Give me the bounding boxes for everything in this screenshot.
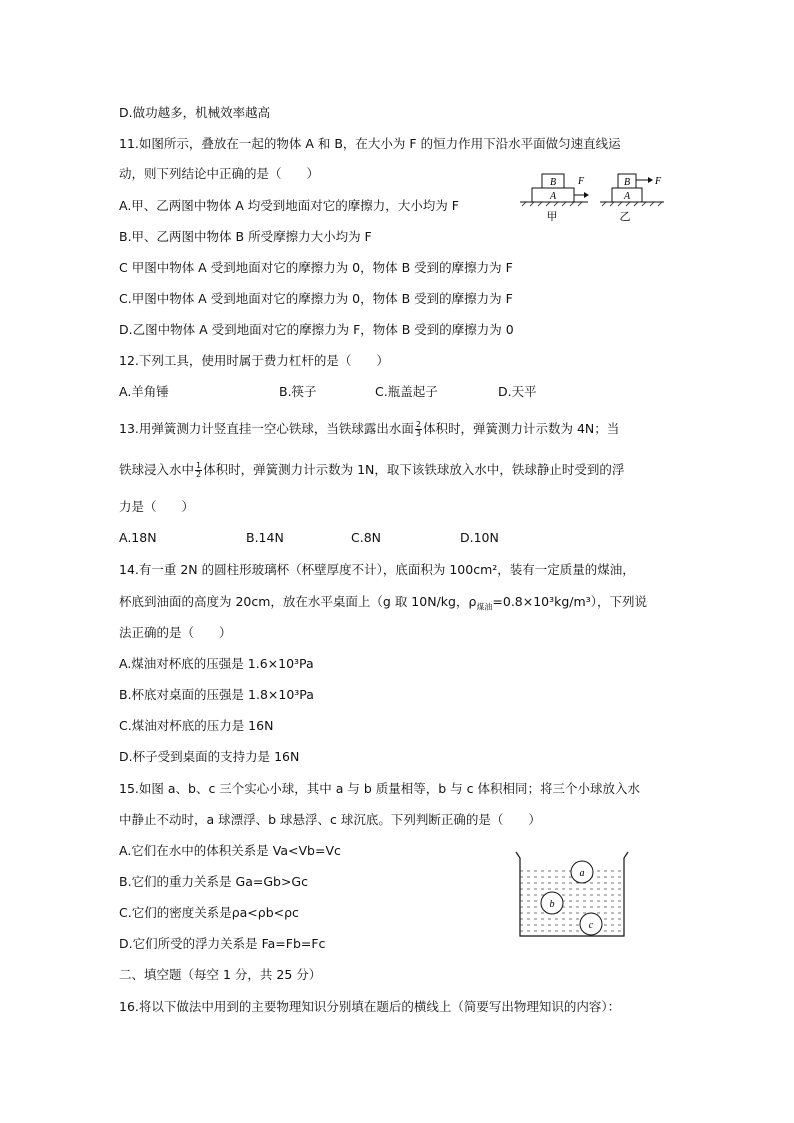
svg-text:a: a bbox=[579, 868, 585, 879]
q13-stem-3: 力是（ ） bbox=[119, 499, 195, 514]
q15-stem-2: 中静止不动时，a 球漂浮、b 球悬浮、c 球沉底。下列判断正确的是（ ） bbox=[119, 812, 541, 827]
q12-option-c: C.瓶盖起子 bbox=[375, 384, 438, 399]
q11-figure bbox=[518, 170, 678, 226]
figure-yi bbox=[600, 174, 664, 223]
q15-option-b: B.它们的重力关系是 Ga=Gb>Gc bbox=[119, 874, 308, 889]
q12-stem: 12.下列工具，使用时属于费力杠杆的是（ ） bbox=[119, 353, 389, 368]
q15-stem-1: 15.如图 a、b、c 三个实心小球，其中 a 与 b 质量相等，b 与 c 体积相同；将三个小球放入水 bbox=[119, 781, 641, 796]
svg-text:c: c bbox=[588, 920, 594, 931]
q13-stem-2 bbox=[119, 462, 624, 479]
q15-option-c: C.它们的密度关系是ρa<ρb<ρc bbox=[119, 905, 299, 920]
q14-text-2a: 杯底到油面的高度为 20cm，放在水平桌面上（g 取 10N/kg，ρ bbox=[119, 594, 477, 609]
q11-option-d: D.乙图中物体 A 受到地面对它的摩擦力为 F，物体 B 受到的摩擦力为 0 bbox=[119, 322, 514, 337]
q13-text-1a: 13.用弹簧测力计竖直挂一空心铁球，当铁球露出水面 bbox=[119, 421, 414, 436]
svg-text:B: B bbox=[623, 177, 631, 188]
q14-stem-1: 14.有一重 2N 的圆柱形玻璃杯（杯壁厚度不计），底面积为 100cm²，装有一定质量的煤油， bbox=[119, 562, 635, 577]
q13-text-2a: 铁球浸入水中 bbox=[119, 462, 195, 477]
section-2-heading: 二、填空题（每空 1 分，共 25 分） bbox=[119, 967, 322, 982]
q13-text-2b: 体积时，弹簧测力计示数为 1N，取下该铁球放入水中，铁球静止时受到的浮 bbox=[203, 462, 625, 477]
q13-option-b: B.14N bbox=[246, 530, 284, 545]
q14-stem-2 bbox=[119, 594, 647, 616]
svg-text:A: A bbox=[549, 191, 557, 202]
q11-stem-2: 动，则下列结论中正确的是（ ） bbox=[119, 166, 320, 181]
svg-text:F: F bbox=[655, 176, 662, 187]
q12-option-a: A.羊角锤 bbox=[119, 384, 169, 399]
q14-stem-3: 法正确的是（ ） bbox=[119, 625, 232, 640]
q13-stem-1 bbox=[119, 421, 619, 438]
q12-option-b: B.筷子 bbox=[279, 384, 317, 399]
q15-option-a: A.它们在水中的体积关系是 Va<Vb=Vc bbox=[119, 843, 341, 858]
q14-option-c: C.煤油对杯底的压力是 16N bbox=[119, 718, 274, 733]
q14-text-2b: =0.8×10³kg/m³），下列说 bbox=[492, 594, 647, 609]
q15-beaker-figure bbox=[512, 850, 632, 942]
q16-stem: 16.将以下做法中用到的主要物理知识分别填在题后的横线上（简要写出物理知识的内容）： bbox=[119, 999, 621, 1014]
svg-text:A: A bbox=[623, 191, 631, 202]
q13-text-1b: 体积时，弹簧测力计示数为 4N；当 bbox=[422, 421, 620, 436]
q11-option-c2: C.甲图中物体 A 受到地面对它的摩擦力为 0，物体 B 受到的摩擦力为 F bbox=[119, 291, 513, 306]
rho-subscript: 煤油 bbox=[476, 602, 493, 612]
q14-option-a: A.煤油对杯底的压强是 1.6×10³Pa bbox=[119, 656, 314, 671]
q13-option-d: D.10N bbox=[460, 530, 499, 545]
q11-option-c1: C 甲图中物体 A 受到地面对它的摩擦力为 0，物体 B 受到的摩擦力为 F bbox=[119, 260, 513, 275]
q11-option-b: B.甲、乙两图中物体 B 所受摩擦力大小均为 F bbox=[119, 229, 372, 244]
q14-option-d: D.杯子受到桌面的支持力是 16N bbox=[119, 749, 300, 764]
fraction-one-half: $\frac{1}{2}$ bbox=[196, 461, 202, 479]
svg-text:b: b bbox=[549, 899, 555, 910]
line-q10-option-d: D.做功越多，机械效率越高 bbox=[119, 105, 271, 120]
q12-option-d: D.天平 bbox=[498, 384, 537, 399]
q13-option-c: C.8N bbox=[351, 530, 382, 545]
svg-text:F: F bbox=[578, 176, 585, 187]
q14-option-b: B.杯底对桌面的压强是 1.8×10³Pa bbox=[119, 687, 314, 702]
svg-text:甲: 甲 bbox=[546, 210, 558, 223]
svg-text:乙: 乙 bbox=[619, 210, 631, 223]
q13-option-a: A.18N bbox=[119, 530, 157, 545]
q15-option-d: D.它们所受的浮力关系是 Fa=Fb=Fc bbox=[119, 936, 326, 951]
q11-stem-1: 11.如图所示，叠放在一起的物体 A 和 B，在大小为 F 的恒力作用下沿水平面做匀速直线运 bbox=[119, 136, 621, 151]
figure-jia bbox=[520, 174, 589, 223]
fraction-two-thirds: $\frac{2}{3}$ bbox=[415, 420, 421, 438]
svg-text:B: B bbox=[549, 177, 557, 188]
q11-option-a: A.甲、乙两图中物体 A 均受到地面对它的摩擦力，大小均为 F bbox=[119, 198, 459, 213]
